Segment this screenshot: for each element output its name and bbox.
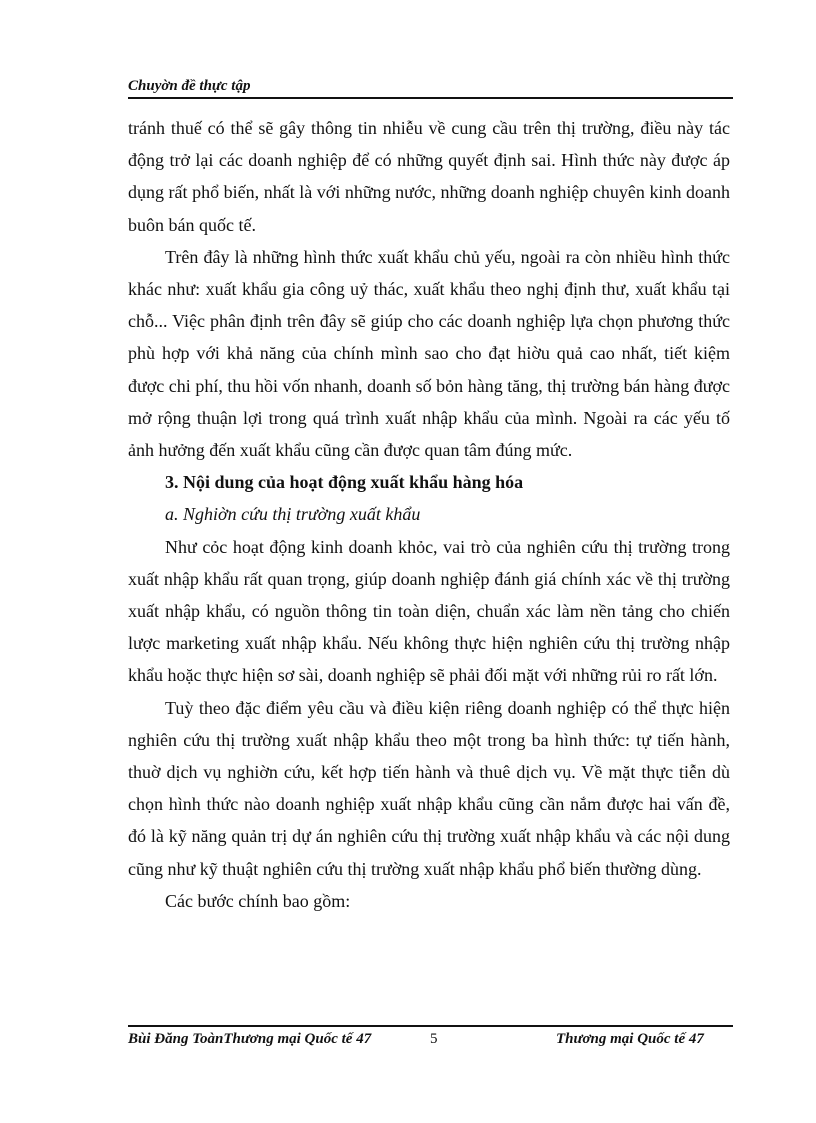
footer-course: Thương mại Quốc tế 47 bbox=[556, 1031, 704, 1047]
page-body bbox=[128, 112, 730, 917]
page-number: 5 bbox=[430, 1031, 438, 1047]
subsection-heading: a. Nghiờn cứu thị trường xuất khẩu bbox=[165, 504, 421, 525]
header-rule bbox=[128, 97, 733, 99]
page-header-title: Chuyờn đề thực tập bbox=[128, 78, 251, 94]
paragraph-3: Như cỏc hoạt động kinh doanh khỏc, vai trò của nghiên cứu thị trường trong xuất nhập khẩu rất quan trọng, giúp doanh nghiệp đánh giá chính xác về thị trường xuất nhập khẩu, có nguồn thông tin toàn diện, chuẩn xác làm nền tảng cho chiến lược marketing xuất nhập khẩu. Nếu không thực hiện nghiên cứu thị trường nhập khẩu hoặc thực hiện sơ sài, doanh nghiệp sẽ phải đối mặt với những rủi ro rất lớn. bbox=[128, 536, 730, 686]
paragraph-5: Các bước chính bao gồm: bbox=[165, 890, 351, 911]
section-heading: 3. Nội dung của hoạt động xuất khẩu hàng hóa bbox=[165, 472, 524, 493]
paragraph-1: tránh thuế có thể sẽ gây thông tin nhiễu về cung cầu trên thị trường, điều này tác động trở lại các doanh nghiệp để có những quyết định sai. Hình thức này được áp dụng rất phổ biến, nhất là với những nước, những doanh nghiệp chuyên kinh doanh buôn bán quốc tế. bbox=[128, 118, 730, 235]
paragraph-4: Tuỳ theo đặc điểm yêu cầu và điều kiện riêng doanh nghiệp có thể thực hiện nghiên cứu thị trường xuất nhập khẩu theo một trong ba hình thức: tự tiến hành, thuờ dịch vụ nghiờn cứu, kết hợp tiến hành và thuê dịch vụ. Về mặt thực tiễn dù chọn hình thức nào doanh nghiệp xuất nhập khẩu cũng cần nắm được hai vấn đề, đó là kỹ năng quản trị dự án nghiên cứu thị trường xuất nhập khẩu và các nội dung cũng như kỹ thuật nghiên cứu thị trường xuất nhập khẩu phổ biến thường dùng. bbox=[128, 697, 730, 879]
footer-rule bbox=[128, 1025, 733, 1027]
footer-author: Bùi Đăng ToànThương mại Quốc tế 47 bbox=[128, 1031, 372, 1047]
paragraph-2: Trên đây là những hình thức xuất khẩu chủ yếu, ngoài ra còn nhiều hình thức khác như: xuất khẩu gia công uỷ thác, xuất khẩu theo nghị định thư, xuất khẩu tại chỗ... Việc phân định trên đây sẽ giúp cho các doanh nghiệp lựa chọn phương thức phù hợp với khả năng của chính mình sao cho đạt hiờu quả cao nhất, tiết kiệm được chi phí, thu hồi vốn nhanh, doanh số bỏn hàng tăng, thị trường bán hàng được mở rộng thuận lợi trong quá trình xuất nhập khẩu của mình. Ngoài ra các yếu tố ảnh hưởng đến xuất khẩu cũng cần được quan tâm đúng mức. bbox=[128, 246, 730, 461]
